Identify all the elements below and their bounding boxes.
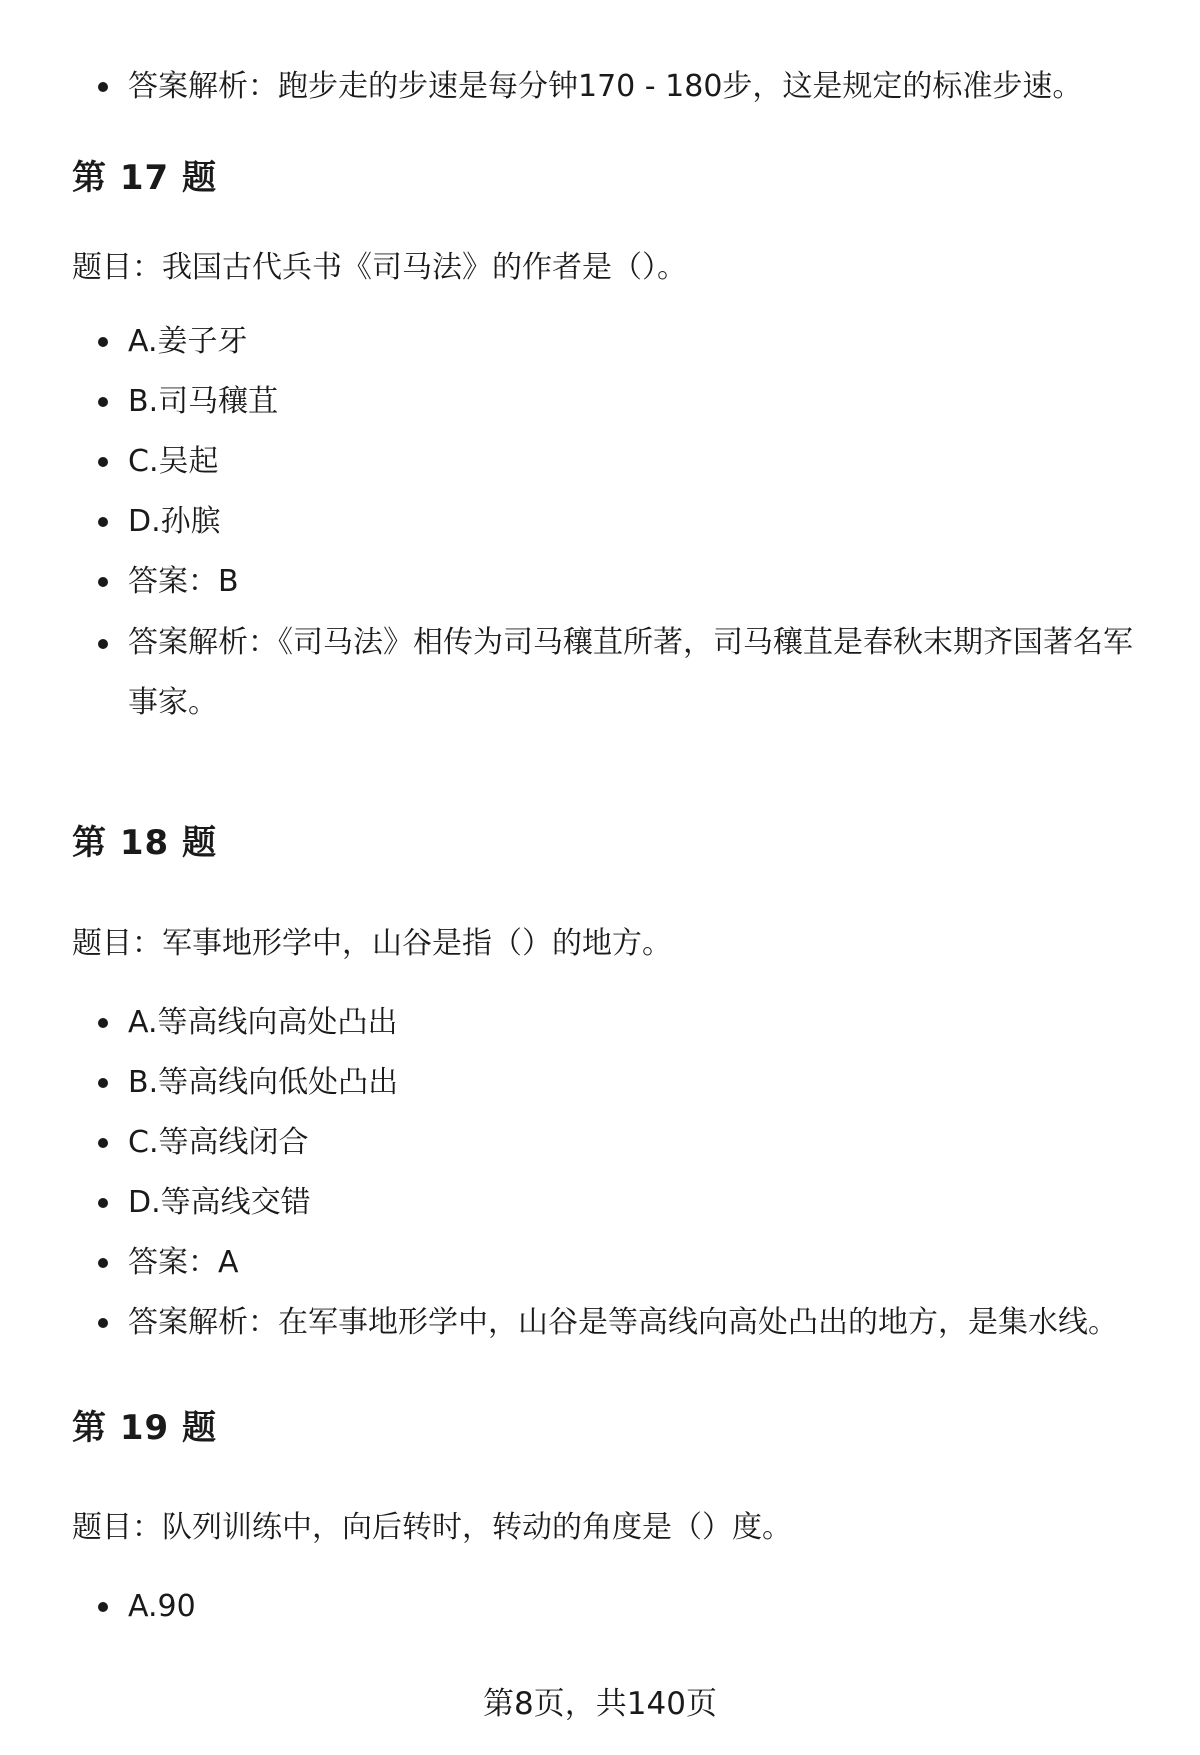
explanation-text: 答案解析：在军事地形学中，山谷是等高线向高处凸出的地方，是集水线。: [128, 1305, 1118, 1340]
answer-text: 答案：B: [128, 564, 239, 599]
question-18-heading: 第 18 题: [72, 823, 217, 863]
bullet-dot: [98, 1078, 108, 1088]
question-18-option-c: [0, 1114, 1200, 1174]
previous-answer-list: [0, 58, 1200, 118]
bullet-dot: [98, 1258, 108, 1268]
bullet-dot: [98, 1198, 108, 1208]
question-18-answer: [0, 1234, 1200, 1294]
bullet-dot: [98, 1318, 108, 1328]
bullet-dot: [98, 639, 108, 649]
question-17-option-b: [0, 373, 1200, 433]
explanation-text: 答案解析：《司马法》相传为司马穰苴所著，司马穰苴是春秋末期齐国著名军事家。: [128, 625, 1133, 720]
question-17-heading: 第 17 题: [72, 158, 217, 198]
bullet-dot: [98, 1602, 108, 1612]
bullet-dot: [98, 397, 108, 407]
option-text: B.等高线向低处凸出: [128, 1065, 399, 1100]
question-18-text: 题目：军事地形学中，山谷是指（）的地方。: [72, 926, 672, 961]
question-19-heading: 第 19 题: [72, 1408, 217, 1448]
page-number-footer: 第8页，共140页: [483, 1686, 717, 1722]
option-text: A.姜子牙: [128, 324, 248, 359]
question-19-text: 题目：队列训练中，向后转时，转动的角度是（）度。: [72, 1510, 792, 1545]
question-19-options: [0, 1578, 1200, 1638]
bullet-dot: [98, 1018, 108, 1028]
option-text: A.90: [128, 1589, 196, 1624]
question-17-text: 题目：我国古代兵书《司马法》的作者是（）。: [72, 250, 687, 285]
question-17-option-d: [0, 493, 1200, 553]
question-18-option-d: [0, 1174, 1200, 1234]
bullet-dot: [98, 82, 108, 92]
question-17-option-a: [0, 313, 1200, 373]
question-19-option-a: [0, 1578, 1200, 1638]
question-18-explanation: [0, 1294, 1200, 1354]
question-18-option-b: [0, 1054, 1200, 1114]
previous-explanation-text: 答案解析：跑步走的步速是每分钟170 - 180步，这是规定的标准步速。: [128, 69, 1083, 104]
question-17-option-c: [0, 433, 1200, 493]
answer-text: 答案：A: [128, 1245, 239, 1280]
option-text: D.孙膑: [128, 504, 221, 539]
previous-question-block: [0, 58, 1200, 118]
question-17-options: [0, 313, 1200, 733]
bullet-dot: [98, 1138, 108, 1148]
question-18-options: [0, 994, 1200, 1354]
question-18-option-a: [0, 994, 1200, 1054]
option-text: C.等高线闭合: [128, 1125, 309, 1160]
previous-explanation: [0, 58, 1200, 118]
question-17-answer: [0, 553, 1200, 613]
bullet-dot: [98, 517, 108, 527]
option-text: C.吴起: [128, 444, 219, 479]
bullet-dot: [98, 337, 108, 347]
bullet-dot: [98, 457, 108, 467]
question-17-explanation: [0, 613, 1150, 733]
bullet-dot: [98, 577, 108, 587]
option-text: D.等高线交错: [128, 1185, 311, 1220]
option-text: A.等高线向高处凸出: [128, 1005, 398, 1040]
option-text: B.司马穰苴: [128, 384, 279, 419]
